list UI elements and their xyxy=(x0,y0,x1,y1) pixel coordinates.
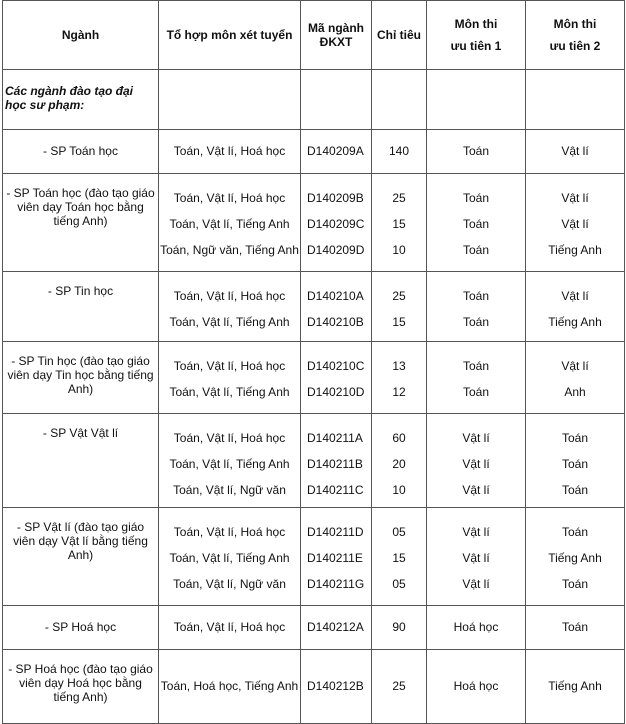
ma-lines xyxy=(301,174,371,263)
col-to-hop xyxy=(159,414,301,508)
ut1-lines xyxy=(427,130,525,164)
cell-chi-tieu: 25 xyxy=(392,679,406,693)
col-ut2 xyxy=(526,130,625,174)
cell-to-hop: Toán, Vật lí, Ngữ văn xyxy=(173,483,286,497)
ut2-lines xyxy=(526,414,624,503)
empty-cell xyxy=(159,70,301,130)
col-to-hop xyxy=(159,650,301,724)
ut2-lines xyxy=(526,272,624,335)
cell-chi-tieu: 25 xyxy=(392,289,406,303)
cell-chi-tieu: 60 xyxy=(392,431,406,445)
cell-to-hop: Toán, Vật lí, Ngữ văn xyxy=(173,577,286,591)
ma-lines xyxy=(301,414,371,503)
cell-ut2: Tiếng Anh xyxy=(548,315,602,329)
col-ut1 xyxy=(427,508,526,606)
cell-chi-tieu: 20 xyxy=(392,457,406,471)
program-name: - SP Tin học xyxy=(3,272,159,342)
cell-ma: D140211C xyxy=(307,483,364,497)
col-ma xyxy=(301,342,372,414)
ut1-lines xyxy=(427,272,525,335)
program-name: - SP Hoá học (đào tạo giáo viên dạy Hoá học bằng tiếng Anh) xyxy=(3,650,159,724)
cell-ma: D140211G xyxy=(307,577,365,591)
program-name: - SP Tin học (đào tạo giáo viên dạy Tin học bằng tiếng Anh) xyxy=(3,342,159,414)
cell-to-hop: Toán, Ngữ văn, Tiếng Anh xyxy=(160,243,299,257)
cell-chi-tieu: 05 xyxy=(392,525,406,539)
table-row xyxy=(3,272,625,342)
col-ma xyxy=(301,272,372,342)
cell-ut2: Toán xyxy=(561,577,589,591)
chi-tieu-lines xyxy=(372,414,426,503)
cell-ut2: Anh xyxy=(564,385,586,399)
cell-ut1: Hoá học xyxy=(453,679,499,693)
ut2-lines xyxy=(526,606,624,640)
cell-ut1: Vật lí xyxy=(462,431,490,445)
cell-ut1: Toán xyxy=(462,243,490,257)
col-ut1 xyxy=(427,414,526,508)
cell-ma: D140209D xyxy=(307,243,365,257)
col-ut1 xyxy=(427,606,526,650)
to-hop-lines xyxy=(159,508,300,597)
cell-ut2: Toán xyxy=(561,525,589,539)
cell-ma: D140211B xyxy=(307,457,363,471)
ma-lines xyxy=(301,606,371,640)
cell-ma: D140210D xyxy=(307,385,365,399)
chi-tieu-lines xyxy=(372,130,426,164)
cell-ut2: Toán xyxy=(561,457,589,471)
col-ut2 xyxy=(526,508,625,606)
cell-ma: D140211D xyxy=(307,525,364,539)
section-row xyxy=(3,70,625,130)
cell-chi-tieu: 15 xyxy=(392,315,406,329)
to-hop-lines xyxy=(159,272,300,335)
ma-lines xyxy=(301,272,371,335)
col-ut2 xyxy=(526,272,625,342)
cell-to-hop: Toán, Vật lí, Tiếng Anh xyxy=(169,315,290,329)
ut2-lines xyxy=(526,650,624,699)
header-mon-thi-2-line1: Môn thi xyxy=(553,17,597,31)
cell-to-hop: Toán, Vật lí, Hoá học xyxy=(173,359,286,373)
ut1-lines xyxy=(427,174,525,263)
header-mon-thi-1-line1: Môn thi xyxy=(454,17,498,31)
col-chi-tieu xyxy=(372,130,427,174)
col-ma xyxy=(301,508,372,606)
table-row xyxy=(3,414,625,508)
col-chi-tieu xyxy=(372,272,427,342)
cell-ma: D140209A xyxy=(307,144,364,158)
cell-ut1: Toán xyxy=(462,144,490,158)
cell-ma: D140210A xyxy=(307,289,364,303)
program-name: - SP Toán học xyxy=(3,130,159,174)
cell-ma: D140210C xyxy=(307,359,365,373)
col-to-hop xyxy=(159,606,301,650)
col-chi-tieu xyxy=(372,650,427,724)
table-row xyxy=(3,174,625,272)
col-ut2 xyxy=(526,414,625,508)
empty-cell xyxy=(526,70,625,130)
cell-to-hop: Toán, Vật lí, Hoá học xyxy=(173,144,286,158)
to-hop-lines xyxy=(159,606,300,640)
cell-chi-tieu: 10 xyxy=(392,243,406,257)
col-ut2 xyxy=(526,650,625,724)
chi-tieu-lines xyxy=(372,508,426,597)
chi-tieu-lines xyxy=(372,606,426,640)
col-ut1 xyxy=(427,272,526,342)
col-ma xyxy=(301,174,372,272)
cell-ut1: Vật lí xyxy=(462,457,490,471)
header-mon-thi-1 xyxy=(427,1,526,70)
col-ut2 xyxy=(526,342,625,414)
ma-lines xyxy=(301,342,371,405)
cell-chi-tieu: 05 xyxy=(392,577,406,591)
header-mon-thi-2-line2: ưu tiên 2 xyxy=(549,39,601,53)
to-hop-lines xyxy=(159,650,300,699)
table-row xyxy=(3,342,625,414)
to-hop-lines xyxy=(159,342,300,405)
header-ma-nganh xyxy=(301,1,372,70)
ut2-lines xyxy=(526,508,624,597)
section-title: Các ngành đào tạo đại học sư phạm: xyxy=(3,70,159,130)
col-chi-tieu xyxy=(372,342,427,414)
ma-lines xyxy=(301,650,371,699)
ut1-lines xyxy=(427,342,525,405)
ut1-lines xyxy=(427,508,525,597)
cell-chi-tieu: 140 xyxy=(388,144,410,158)
cell-ut1: Vật lí xyxy=(462,483,490,497)
cell-ut2: Tiếng Anh xyxy=(548,243,602,257)
cell-chi-tieu: 13 xyxy=(392,359,406,373)
cell-ma: D140209B xyxy=(307,191,364,205)
ut2-lines xyxy=(526,130,624,164)
col-ut1 xyxy=(427,342,526,414)
table-row xyxy=(3,130,625,174)
cell-ut2: Vật lí xyxy=(561,289,589,303)
cell-ut2: Vật lí xyxy=(561,191,589,205)
col-chi-tieu xyxy=(372,174,427,272)
program-name: - SP Vật Vật lí xyxy=(3,414,159,508)
table-row xyxy=(3,606,625,650)
header-to-hop xyxy=(159,1,301,70)
header-chi-tieu-label: Chỉ tiêu xyxy=(377,28,421,42)
cell-ma: D140211E xyxy=(307,551,363,565)
cell-ut1: Toán xyxy=(462,315,490,329)
col-ut1 xyxy=(427,130,526,174)
cell-to-hop: Toán, Vật lí, Tiếng Anh xyxy=(169,217,290,231)
chi-tieu-lines xyxy=(372,174,426,263)
chi-tieu-lines xyxy=(372,342,426,405)
cell-to-hop: Toán, Vật lí, Hoá học xyxy=(173,620,286,634)
cell-ut1: Toán xyxy=(462,385,490,399)
empty-cell xyxy=(301,70,372,130)
cell-ut1: Hoá học xyxy=(453,620,499,634)
cell-ut1: Toán xyxy=(462,289,490,303)
ma-lines xyxy=(301,130,371,164)
empty-cell xyxy=(372,70,427,130)
col-ut2 xyxy=(526,174,625,272)
cell-ma: D140211A xyxy=(307,431,363,445)
table-row xyxy=(3,508,625,606)
admissions-table xyxy=(2,0,625,724)
cell-ut2: Vật lí xyxy=(561,359,589,373)
col-ma xyxy=(301,414,372,508)
cell-to-hop: Toán, Vật lí, Tiếng Anh xyxy=(169,457,290,471)
cell-ut1: Toán xyxy=(462,359,490,373)
col-ut1 xyxy=(427,650,526,724)
cell-chi-tieu: 15 xyxy=(392,217,406,231)
program-name: - SP Hoá học xyxy=(3,606,159,650)
cell-chi-tieu: 25 xyxy=(392,191,406,205)
to-hop-lines xyxy=(159,130,300,164)
header-to-hop-label: Tổ hợp môn xét tuyển xyxy=(166,28,293,42)
cell-ma: D140209C xyxy=(307,217,365,231)
cell-ut1: Vật lí xyxy=(462,525,490,539)
header-nganh-label: Ngành xyxy=(61,28,100,42)
col-ma xyxy=(301,650,372,724)
header-mon-thi-1-line2: ưu tiên 1 xyxy=(450,39,502,53)
cell-chi-tieu: 15 xyxy=(392,551,406,565)
cell-ut2: Vật lí xyxy=(561,217,589,231)
cell-ut2: Toán xyxy=(561,483,589,497)
cell-ut1: Vật lí xyxy=(462,551,490,565)
header-nganh xyxy=(3,1,159,70)
cell-chi-tieu: 12 xyxy=(392,385,406,399)
ut1-lines xyxy=(427,650,525,699)
cell-ut2: Vật lí xyxy=(561,144,589,158)
header-ma-nganh-line1: Mã ngành xyxy=(308,21,364,35)
header-ma-nganh-line2: ĐKXT xyxy=(319,35,353,49)
chi-tieu-lines xyxy=(372,272,426,335)
header-chi-tieu xyxy=(372,1,427,70)
col-to-hop xyxy=(159,130,301,174)
cell-to-hop: Toán, Vật lí, Tiếng Anh xyxy=(169,385,290,399)
col-chi-tieu xyxy=(372,508,427,606)
col-ma xyxy=(301,130,372,174)
cell-ma: D140212B xyxy=(307,679,364,693)
header-mon-thi-2 xyxy=(526,1,625,70)
cell-ut1: Toán xyxy=(462,217,490,231)
cell-to-hop: Toán, Vật lí, Hoá học xyxy=(173,431,286,445)
chi-tieu-lines xyxy=(372,650,426,699)
ut1-lines xyxy=(427,414,525,503)
header-row xyxy=(3,1,625,70)
col-to-hop xyxy=(159,174,301,272)
ut2-lines xyxy=(526,342,624,405)
empty-cell xyxy=(427,70,526,130)
col-ut1 xyxy=(427,174,526,272)
col-to-hop xyxy=(159,508,301,606)
col-chi-tieu xyxy=(372,606,427,650)
to-hop-lines xyxy=(159,174,300,263)
program-name: - SP Vật lí (đào tạo giáo viên dạy Vật lí bằng tiếng Anh) xyxy=(3,508,159,606)
cell-to-hop: Toán, Vật lí, Hoá học xyxy=(173,525,286,539)
cell-chi-tieu: 90 xyxy=(392,620,406,634)
cell-ut2: Toán xyxy=(561,431,589,445)
program-name: - SP Toán học (đào tạo giáo viên dạy Toán học bằng tiếng Anh) xyxy=(3,174,159,272)
cell-ut1: Vật lí xyxy=(462,577,490,591)
cell-ut2: Toán xyxy=(561,620,589,634)
cell-ut1: Toán xyxy=(462,191,490,205)
ma-lines xyxy=(301,508,371,597)
to-hop-lines xyxy=(159,414,300,503)
cell-to-hop: Toán, Vật lí, Tiếng Anh xyxy=(169,551,290,565)
cell-ut2: Tiếng Anh xyxy=(548,551,602,565)
col-ut2 xyxy=(526,606,625,650)
cell-ma: D140212A xyxy=(307,620,364,634)
table-row xyxy=(3,650,625,724)
cell-chi-tieu: 10 xyxy=(392,483,406,497)
cell-to-hop: Toán, Vật lí, Hoá học xyxy=(173,289,286,303)
col-to-hop xyxy=(159,342,301,414)
col-chi-tieu xyxy=(372,414,427,508)
col-to-hop xyxy=(159,272,301,342)
cell-ut2: Tiếng Anh xyxy=(548,679,602,693)
cell-ma: D140210B xyxy=(307,315,364,329)
ut1-lines xyxy=(427,606,525,640)
cell-to-hop: Toán, Hoá học, Tiếng Anh xyxy=(160,679,299,693)
col-ma xyxy=(301,606,372,650)
cell-to-hop: Toán, Vật lí, Hoá học xyxy=(173,191,286,205)
ut2-lines xyxy=(526,174,624,263)
